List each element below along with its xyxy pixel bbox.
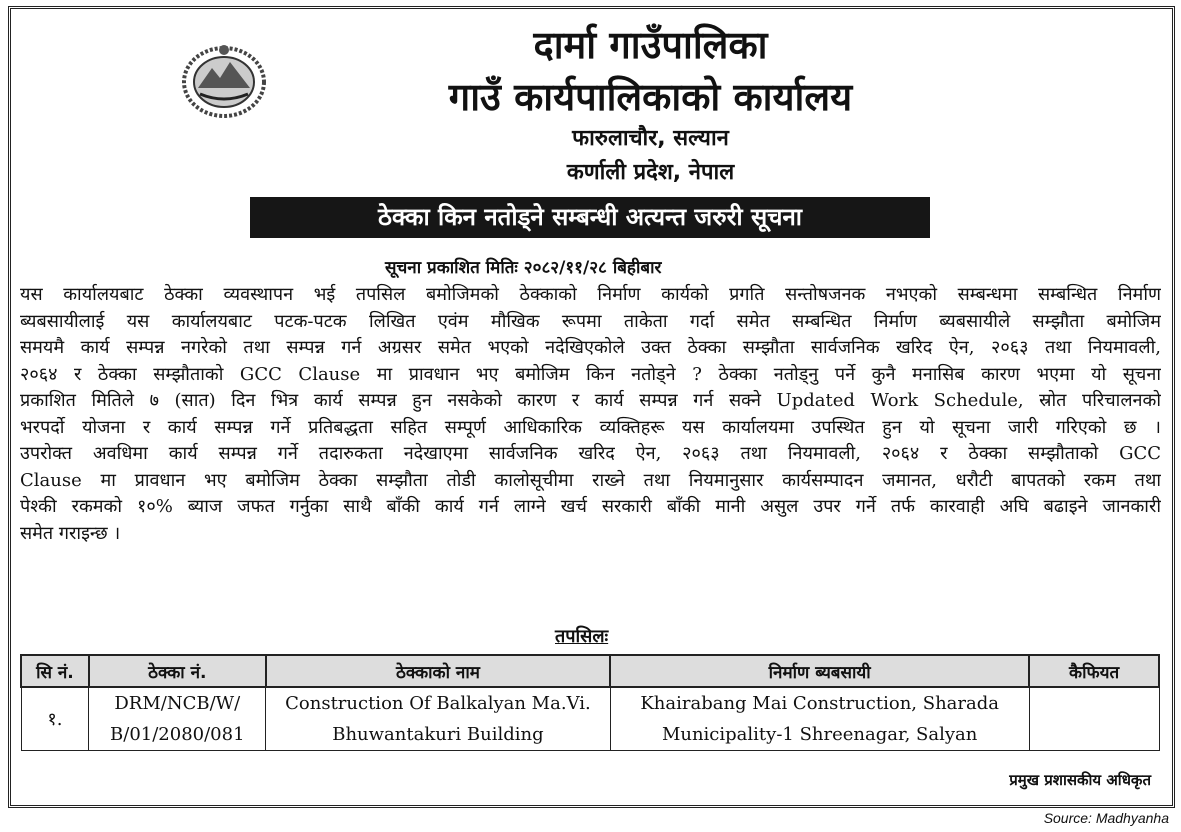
header-contract-no: ठेक्का नं. [89, 655, 266, 687]
signatory: प्रमुख प्रशासकीय अधिकृत [1009, 771, 1151, 789]
contract-no-line: DRM/NCB/W/ [114, 693, 241, 714]
contract-table [20, 654, 1160, 751]
office-name: दार्मा गाउँपालिका [533, 23, 768, 67]
header-sn: सि नं. [21, 655, 89, 687]
notice-title: ठेक्का किन नतोड्ने सम्बन्धी अत्यन्त जरुरी सूचना [250, 197, 930, 238]
publish-date: सूचना प्रकाशित मितिः २०८२/११/२८ बिहीबार [385, 258, 662, 278]
body-line: समेत गराइन्छ । [20, 522, 121, 544]
table-header-row [21, 655, 1159, 687]
body-line: समयमै कार्य सम्पन्न नगरेको तथा सम्पन्न गर्न अग्रसर समेत भएको नदेखिएकोले उक्त ठेक्का सम्झौता सार्वजनिक खरिद ऐन, २०६३ तथा नियमावली, [20, 337, 1161, 358]
contract-name-line: Bhuwantakuri Building [332, 724, 544, 745]
body-line: प्रकाशित मितिले ७ (सात) दिन भित्र कार्य सम्पन्न हुन नसकेको कारण र कार्य सम्पन्न गर्न सक्ने Updated Work Schedule, स्रोत परिचालनको [20, 390, 1161, 411]
header-remarks: कैफियत [1029, 655, 1159, 687]
notice-body [20, 282, 1161, 547]
contract-name-line: Construction Of Balkalyan Ma.Vi. [285, 693, 591, 714]
header-contractor: निर्माण ब्यबसायी [610, 655, 1029, 687]
address-line-1: फारुलाचौर, सल्यान [572, 126, 729, 151]
source-credit: Source: Madhyanha [1043, 810, 1169, 826]
contract-no-line: B/01/2080/081 [110, 724, 245, 745]
cell-contract-name [266, 687, 610, 751]
cell-contract-no [89, 687, 266, 751]
table-row [21, 687, 1159, 751]
body-line: उपरोक्त अवधिमा कार्य सम्पन्न गर्ने तदारुकता नदेखाएमा सार्वजनिक खरिद ऐन, २०६३ तथा नियमावली, २०६४ र ठेक्का सम्झौताको GCC [20, 443, 1161, 464]
body-line: ब्यबसायीलाई यस कार्यालयबाट पटक-पटक लिखित एवंम मौखिक रूपमा ताकेता गर्दा समेत सम्बन्धित निर्माण ब्यबसायीले सम्झौता बमोजिम [20, 310, 1161, 332]
body-line: यस कार्यालयबाट ठेक्का व्यवस्थापन भई तपसिल बमोजिमको ठेक्काको निर्माण कार्यको प्रगति सन्तोषजनक नभएको सम्बन्धमा सम्बन्धित निर्माण [20, 284, 1161, 305]
schedule-label: तपसिलः [555, 626, 609, 647]
body-line: २०६४ र ठेक्का सम्झौताको GCC Clause मा प्रावधान भए बमोजिम किन नतोड्ने ? ठेक्का नतोड्नु पर्ने कुनै मनासिब कारण भएमा यो सूचना [20, 363, 1161, 385]
cell-remarks [1029, 687, 1159, 751]
contractor-line: Municipality-1 Shreenagar, Salyan [661, 724, 978, 745]
cell-sn: १. [21, 687, 89, 751]
cell-contractor [610, 687, 1029, 751]
contractor-line: Khairabang Mai Construction, Sharada [640, 693, 999, 714]
address-line-2: कर्णाली प्रदेश, नेपाल [566, 160, 735, 185]
body-line: भरपर्दो योजना र कार्य सम्पन्न गर्ने प्रतिबद्धता सहित सम्पूर्ण आधिकारिक व्यक्तिहरू यस कार्यालयमा उपस्थित हुन यो सूचना जारी गरिएको छ । [20, 416, 1161, 438]
office-subtitle: गाउँ कार्यपालिकाको कार्यालय [448, 75, 853, 119]
header-contract-name: ठेक्काको नाम [266, 655, 610, 687]
body-line: Clause मा प्रावधान भए बमोजिम ठेक्का सम्झौता तोडी कालोसूचीमा राख्ने तथा नियमानुसार कार्यसम्पादन जमानत, धरौटी बापतको रकम तथा [20, 469, 1161, 491]
body-line: पेश्की रकमको १०% ब्याज जफत गर्नुका साथै बाँकी कार्य गर्न लाग्ने खर्च सरकारी बाँकी मानी असुल उपर गर्ने तर्फ कारवाही अघि बढाइने जानकारी [20, 496, 1161, 517]
